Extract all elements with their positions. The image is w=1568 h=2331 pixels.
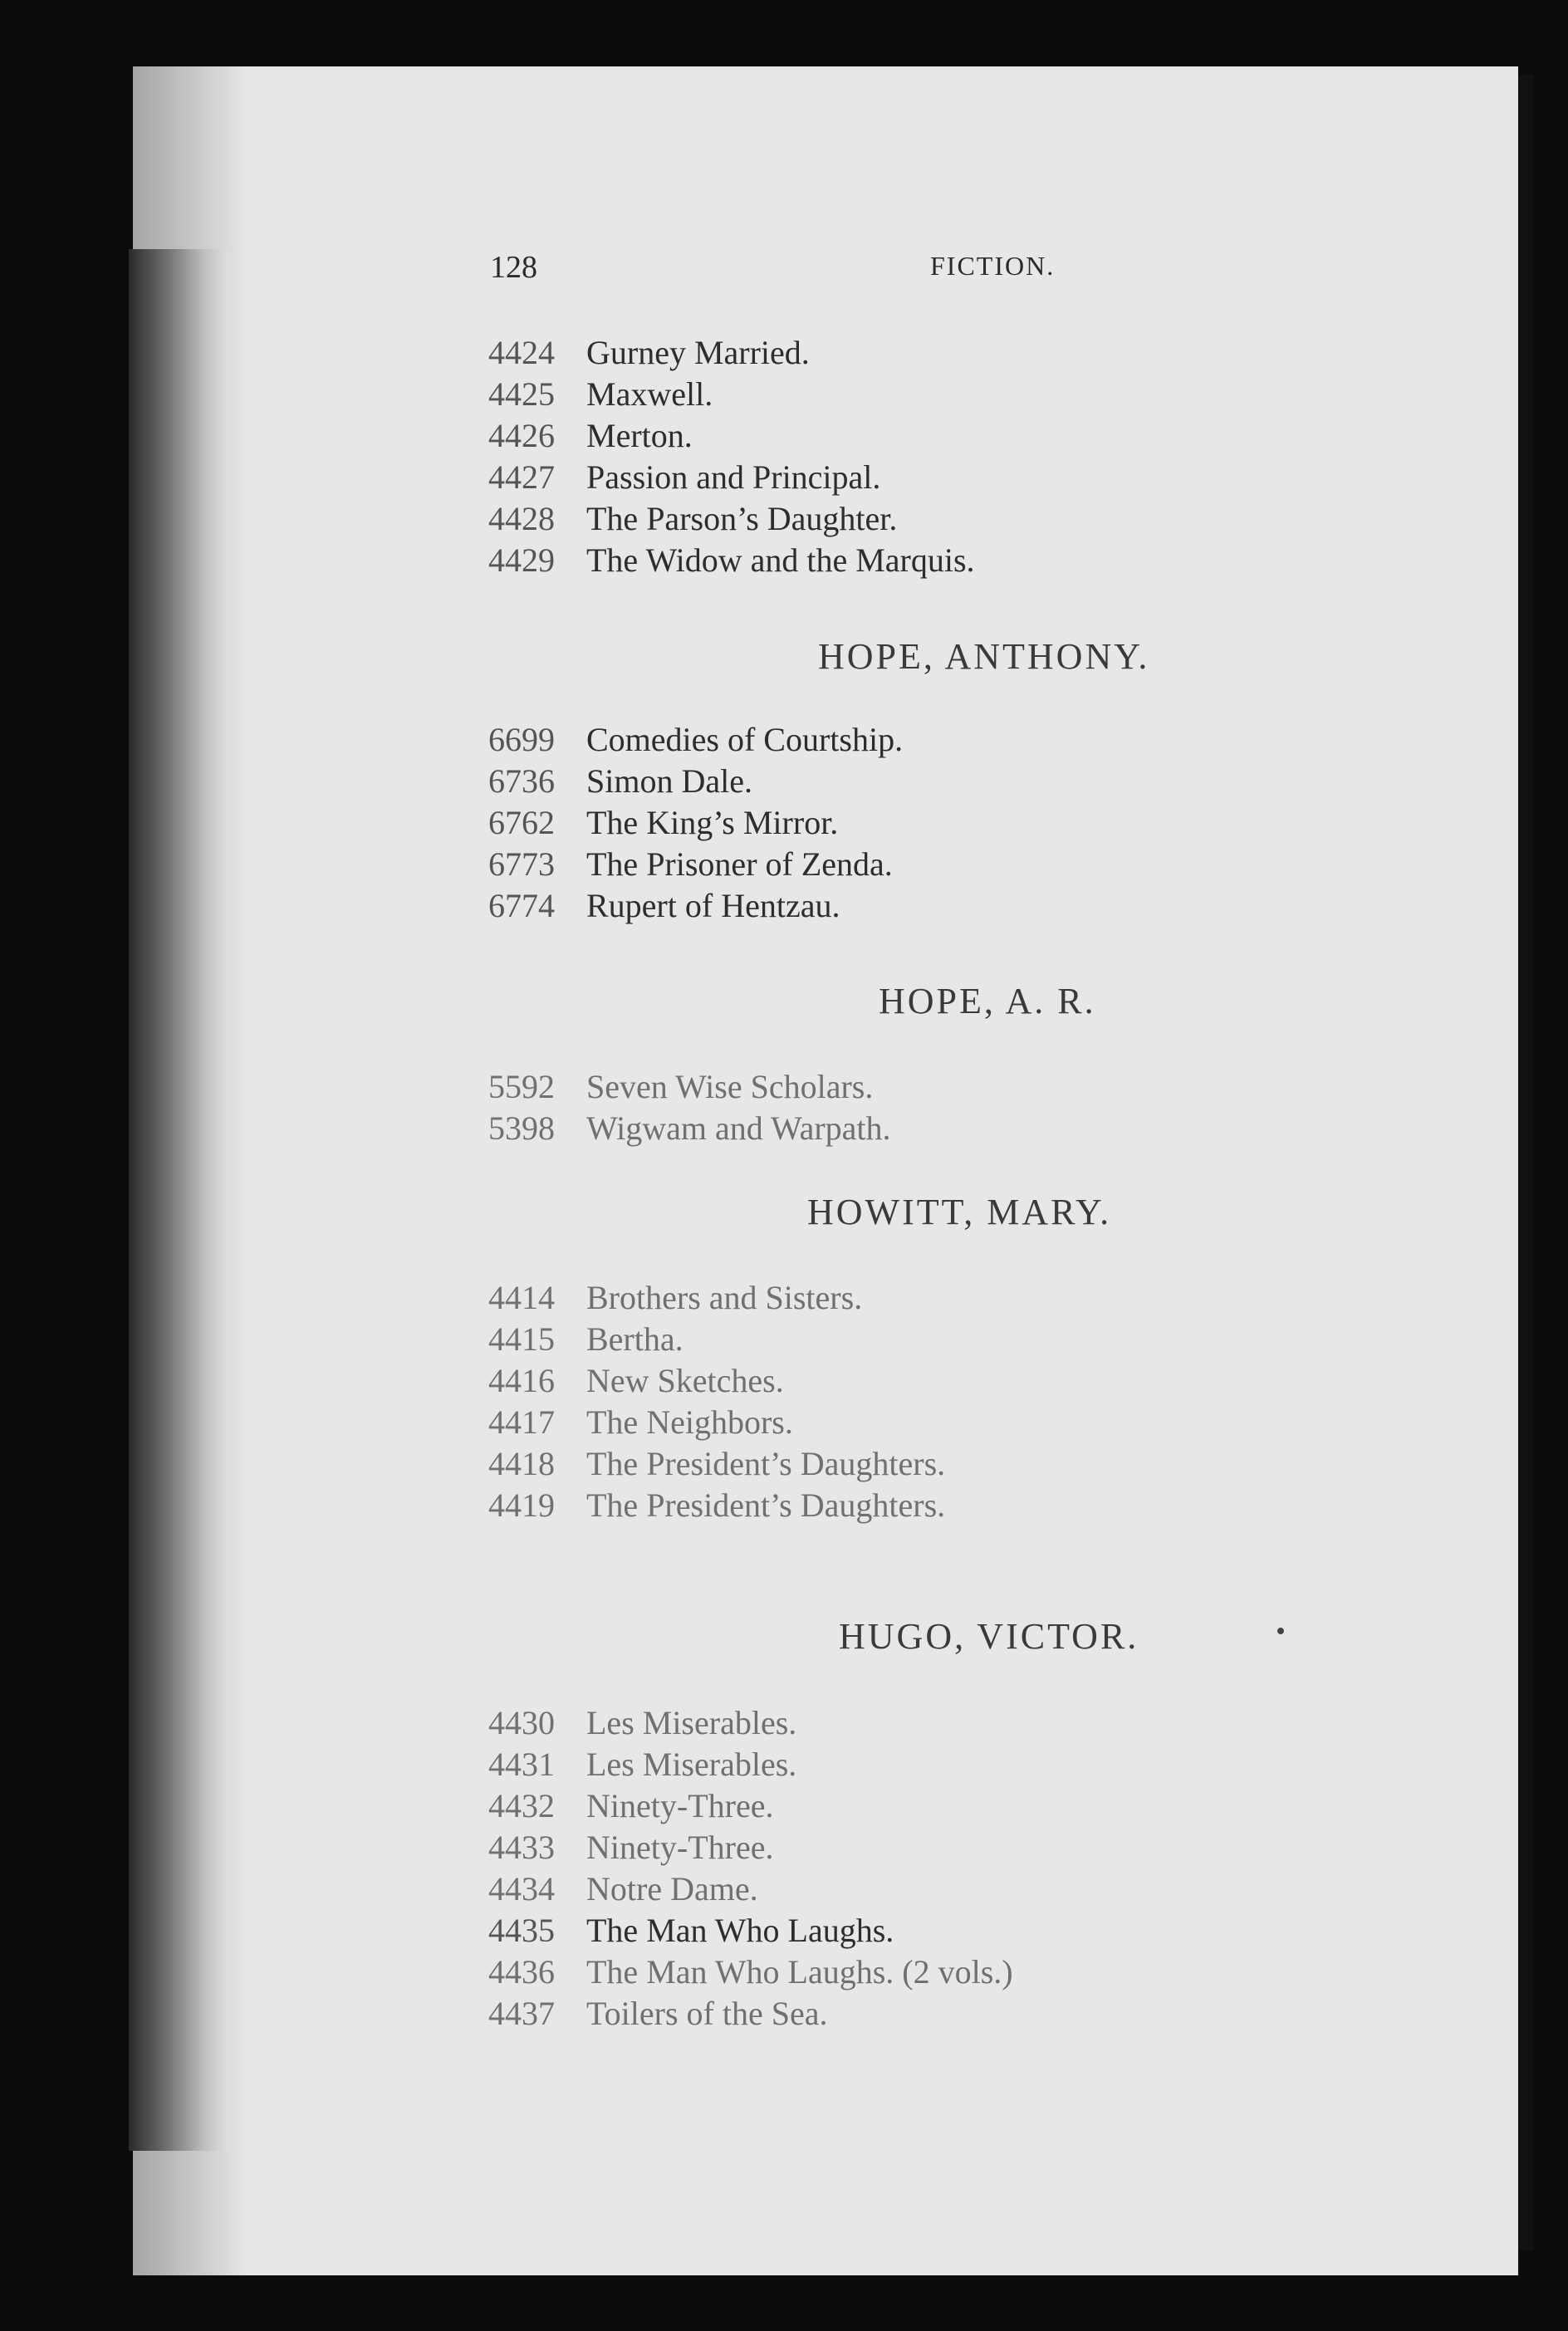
ink-speck <box>1277 1628 1284 1634</box>
list-item: 4419 The President’s Daughters. <box>488 1486 946 1524</box>
list-item: 5592 Seven Wise Scholars. <box>488 1068 874 1105</box>
list-item: 4415 Bertha. <box>488 1320 684 1358</box>
list-item: 4414 Brothers and Sisters. <box>488 1279 863 1316</box>
list-item: 4437 Toilers of the Sea. <box>488 1995 828 2032</box>
list-item: 4428 The Parson’s Daughter. <box>488 500 898 537</box>
list-item: 6774 Rupert of Hentzau. <box>488 887 840 924</box>
list-item: 6699 Comedies of Courtship. <box>488 721 904 758</box>
list-item: 4432 Ninety-Three. <box>488 1787 774 1824</box>
book-spine <box>129 249 228 2151</box>
list-item: 6762 The King’s Mirror. <box>488 804 839 841</box>
list-item: 4433 Ninety-Three. <box>488 1829 774 1866</box>
list-item: 5398 Wigwam and Warpath. <box>488 1109 891 1147</box>
list-item: 4426 Merton. <box>488 417 693 454</box>
section-heading-howitt-mary: HOWITT, MARY. <box>807 1192 1112 1232</box>
list-item: 4430 Les Miserables. <box>488 1704 797 1741</box>
section-heading-hope-ar: HOPE, A. R. <box>879 981 1096 1021</box>
page-edge <box>1518 75 1533 2250</box>
section-hugo-victor-list <box>488 1702 1013 2035</box>
page-number: 128 <box>490 250 537 285</box>
page-header <box>490 249 1071 291</box>
list-item: 4434 Notre Dame. <box>488 1870 758 1907</box>
section-heading-hope-anthony: HOPE, ANTHONY. <box>818 636 1150 677</box>
section-hope-ar-list <box>488 1066 891 1149</box>
list-item: 6773 The Prisoner of Zenda. <box>488 845 893 883</box>
list-item: 4429 The Widow and the Marquis. <box>488 541 975 579</box>
section-hope-anthony-list <box>488 719 903 927</box>
list-item: 4424 Gurney Married. <box>488 334 810 371</box>
list-item: 4431 Les Miserables. <box>488 1746 797 1783</box>
list-item: 4436 The Man Who Laughs. (2 vols.) <box>488 1953 1013 1991</box>
list-item: 4427 Passion and Principal. <box>488 458 881 496</box>
list-item: 4417 The Neighbors. <box>488 1403 793 1441</box>
section-heading-hugo-victor: HUGO, VICTOR. <box>839 1616 1139 1657</box>
list-item: 6736 Simon Dale. <box>488 762 752 800</box>
running-head: FICTION. <box>930 251 1056 281</box>
section-howitt-mary-list <box>488 1277 945 1526</box>
section-continued-list <box>488 332 975 581</box>
list-item: 4418 The President’s Daughters. <box>488 1445 946 1482</box>
list-item: 4425 Maxwell. <box>488 375 713 413</box>
list-item: 4416 New Sketches. <box>488 1362 784 1399</box>
list-item: 4435 The Man Who Laughs. <box>488 1912 894 1949</box>
